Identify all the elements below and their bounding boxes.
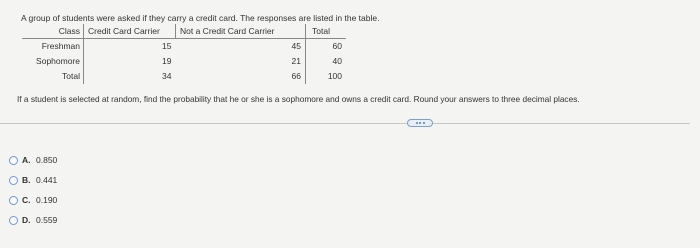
radio-button-icon[interactable]: [9, 156, 18, 165]
radio-button-icon[interactable]: [9, 196, 18, 205]
option-value: 0.441: [36, 175, 58, 185]
radio-button-icon[interactable]: [9, 176, 18, 185]
table-row: [22, 39, 346, 55]
cell-total: 60: [332, 41, 342, 51]
dot: [419, 122, 421, 124]
option-b[interactable]: [9, 170, 57, 190]
frequency-table: [22, 24, 346, 84]
option-d[interactable]: [9, 210, 57, 230]
ellipsis-icon[interactable]: [407, 119, 433, 127]
section-divider: [0, 123, 690, 124]
option-a[interactable]: [9, 150, 57, 170]
option-letter: C.: [22, 195, 31, 205]
cell-carrier: 34: [162, 71, 172, 81]
option-letter: A.: [22, 155, 31, 165]
cell-total: 100: [327, 71, 342, 81]
table-row: [22, 54, 346, 69]
option-c[interactable]: [9, 190, 57, 210]
cell-carrier: 19: [162, 56, 172, 66]
cell-non-carrier: 21: [176, 54, 306, 69]
cell-carrier: 15: [162, 41, 172, 51]
option-value: 0.190: [36, 195, 58, 205]
header-class: Class: [22, 24, 84, 39]
table-row: [22, 69, 346, 84]
option-letter: D.: [22, 215, 31, 225]
answer-options: [9, 150, 57, 230]
cell-non-carrier: 66: [176, 69, 306, 84]
option-value: 0.850: [36, 155, 58, 165]
row-label: Freshman: [22, 39, 84, 55]
dot: [416, 122, 418, 124]
row-label: Sophomore: [22, 54, 84, 69]
cell-non-carrier: 45: [176, 39, 306, 55]
header-total: Total: [306, 24, 347, 39]
question-text: If a student is selected at random, find the probability that he or she is a sophomore and owns a credit card. Round your answers to three decimal places.: [17, 94, 580, 104]
header-credit-card-carrier: Credit Card Carrier: [84, 24, 176, 39]
radio-button-icon[interactable]: [9, 216, 18, 225]
table-header-row: [22, 24, 346, 39]
dot: [423, 122, 425, 124]
cell-total: 40: [332, 56, 342, 66]
problem-intro: A group of students were asked if they carry a credit card. The responses are listed in the table.: [21, 13, 380, 23]
option-value: 0.559: [36, 215, 58, 225]
option-letter: B.: [22, 175, 31, 185]
header-not-credit-card-carrier: Not a Credit Card Carrier: [176, 24, 306, 39]
row-label: Total: [22, 69, 84, 84]
